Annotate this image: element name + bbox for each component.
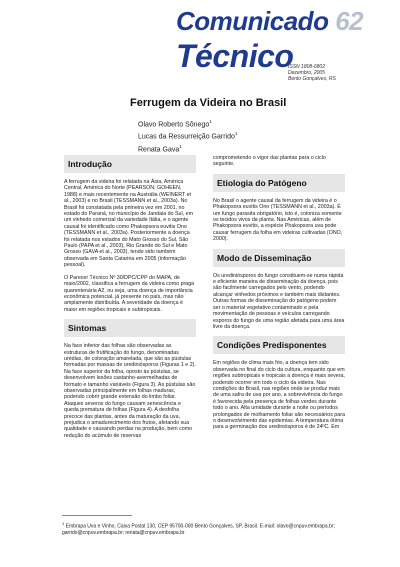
issn: ISSN 1808-6802 [288, 64, 325, 70]
section-heading-condicoes: Condições Predisponentes [213, 336, 345, 354]
paragraph: Os urediniósporos do fungo constituem-se numa rápida e eficiente maneira de disseminação da doença, pois são facilmente carregados pelo vento, podendo alcançar vinhedos próximos e também mais distantes. Outras formas de disseminação do patógeno podem ser o material vegetativo contaminado e pela movimentação de pessoas e veículos carregando esporos do fungo de uma região afetada para uma área livre da doença. [213, 272, 345, 330]
paragraph: Na face inferior das folhas são observadas as estruturas de frutificação do fungo, denominadas urédias, de coloração amarelada, que são as pústulas formadas por massas de urediniósporos (Figuras 1 e 2). Na face superior da folha, oposto às pústulas, se desenvolvem lesões castanho-avermelhadas de formato e tamanho variáveis (Figura 3). As pústulas são observadas principalmente em folhas maduras, podendo cobrir grande extensão do limbo foliar. Ataques severos do fungo causam senescência e queda prematura de folhas (Figura 4). A desfolha precoce das plantas, antes da maturação da uva, prejudica o amadurecimento dos frutos, afetando sua qualidade e causando perdas na produção, bem como redução do acúmulo de reservas [64, 343, 196, 439]
publication-date: Dezembro, 2005 [288, 70, 325, 76]
paragraph: comprometendo o vigor das plantas para o ciclo seguinte. [213, 155, 326, 168]
document-title: Ferrugem da Videira no Brasil [130, 97, 287, 109]
author: Lucas da Ressurreição Garrido$^1$ [138, 131, 238, 141]
masthead-title-line1 [176, 6, 363, 37]
paragraph: O Parecer Técnico Nº 30/DPC/CPP do MAPA, de maio/2002, classifica a ferrugem da videira como praga quarentenária A2, ou seja, uma doença de importância econômica potencial, já presente no país, mas não amplamente distribuída. A severidade da doença é maior em regiões tropicais e subtropicais. [64, 274, 195, 313]
paragraph: Em regiões de clima mais frio, a doença tem sido observada no final do ciclo da cultura, enquanto que em regiões subtropicais e tropicais a doença é mais severa, podendo ocorrer em todo o ciclo da videira. Nas condições do Brasil, nas regiões onde se produz mais de uma safra de uva por ano, a sobrevivência do fungo é favorecida pela presença de folhas verdes durante todo o ano. Alta umidade durante a noite ou períodos prolongados de molhamento foliar são necessários para o desenvolvimento das epidemias. A temperatura ótima para a germinação dos urediniósporos é de 24ºC. Em [213, 360, 345, 431]
footnote-rule [62, 515, 132, 516]
masthead-title-line2: Técnico [176, 38, 294, 74]
masthead-meta [288, 64, 336, 82]
footnote: $^1$ Embrapa Uva e Vinho, Caixa Postal 130, CEP 95700-000 Bento Gonçalves, SP, Brasil. E-mail: olavo@cnpuv.embrapa.br; garrido@cnpuv.embrapa.br; renata@cnpuv.embrapa.br [62, 521, 335, 536]
section-heading-disseminacao: Modo de Disseminação [213, 249, 345, 267]
author: Renata Gava$^1$ [138, 143, 182, 153]
paragraph: No Brasil o agente causal da ferrugem da videira é o Phakopsora euvitis Ono (TESSMANN et al., 2003a). É um fungo parasita obrigatório, isto é, coloniza somente os tecidos vivos da planta. Nas Américas, além de Phakopsora euvitis, a espécie Phakopsora uva pode causar ferrugem da folha em videiras cultivadas (ONO, 2000). [213, 197, 343, 243]
section-heading-sintomas: Sintomas [64, 319, 196, 337]
section-heading-etiologia: Etiologia do Patógeno [213, 174, 345, 192]
right-column [213, 155, 345, 437]
section-heading-introducao: Introdução [64, 155, 196, 173]
author: Olavo Roberto Sônego$^1$ [138, 119, 212, 129]
publication-place: Bento Gonçalves, RS [288, 76, 336, 82]
masthead-word-comunicado: Comunicado [176, 6, 329, 36]
left-column [64, 155, 196, 445]
masthead [150, 6, 390, 84]
author-list [138, 117, 237, 154]
footnote-text: Embrapa Uva e Vinho, Caixa Postal 130, CEP 95700-000 Bento Gonçalves, SP, Brasil. E-mail: olavo@cnpuv.embrapa.br; garrido@cnpuv.embrapa.br; renata@cnpuv.embrapa.br [62, 523, 335, 536]
paragraph: A ferrugem da videira foi relatada na Ásia, América Central, América do Norte (PEARSON; GOHEEN, 1988) e mais recentemente na Austrália (WEINERT et al., 2003) e no Brasil (TESSMANN et al., 2003a). No Brasil foi constatada pela primeira vez em 2001, no estado do Paraná, no município de Jandaia do Sul, em um vinhedo comercial da variedade Itália, e o agente causal foi identificado como Phakopsora euvitis Ono (TESSMANN et al., 2003a). Posteriormente a doença foi relatada nos estados do Mato Grosso do Sul, São Paulo (PAPA et al., 2003), Rio Grande do Sul e Mato Grosso (GAVA et al., 2003), tendo sido também observada em Santa Catarina em 2005 (informação pessoal). [64, 179, 193, 269]
issue-number: 62 [335, 6, 364, 36]
